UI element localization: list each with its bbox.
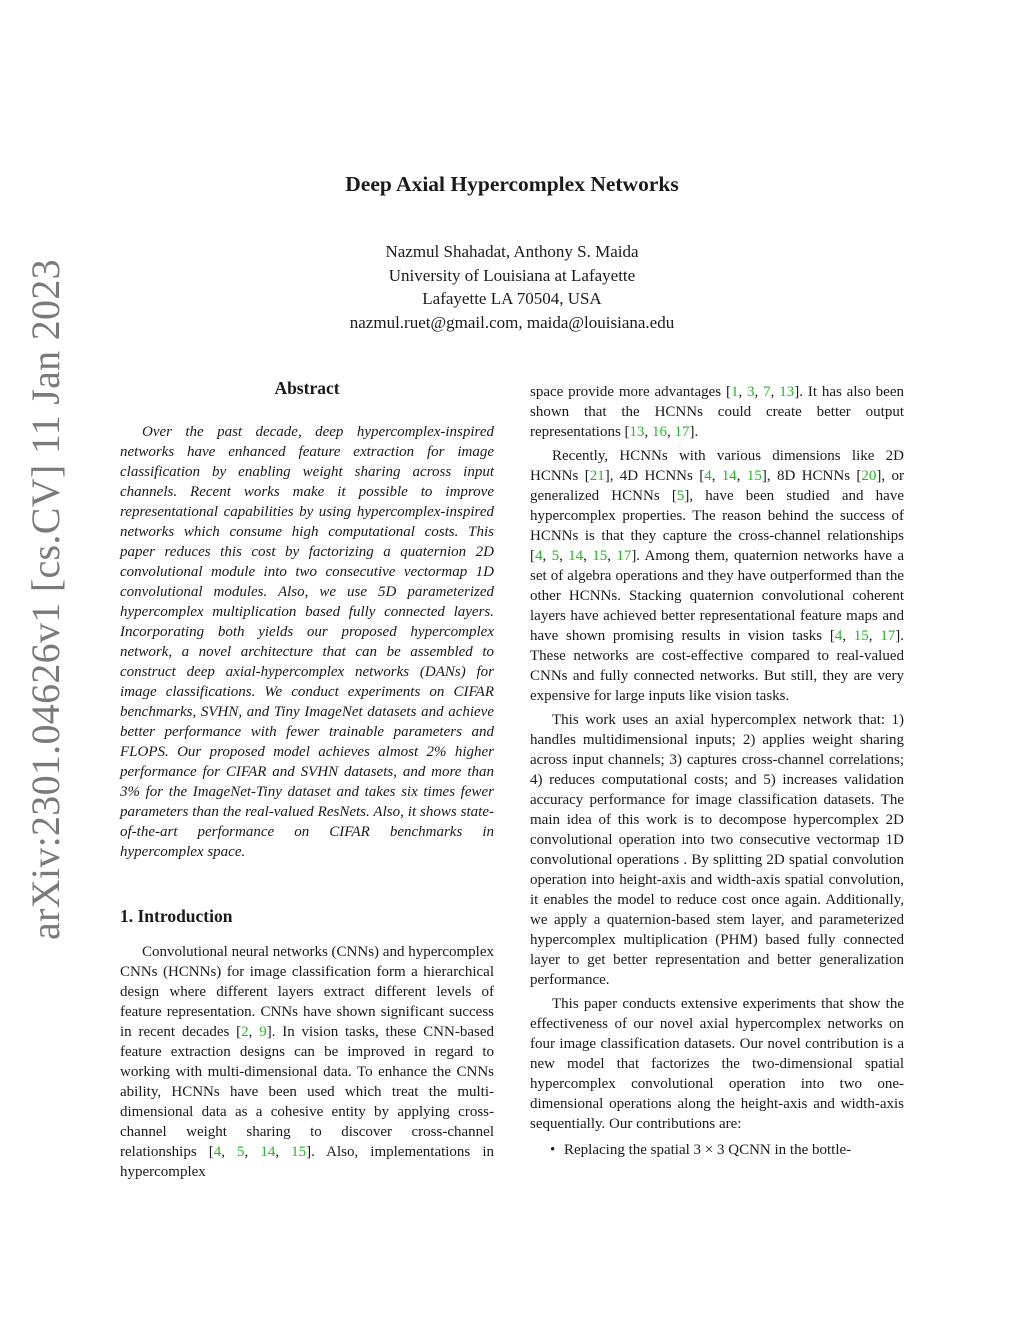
citation-link[interactable]: 5 xyxy=(237,1144,245,1160)
citation-link[interactable]: 15 xyxy=(746,468,762,484)
arxiv-identifier-stamp[interactable]: arXiv:2301.04626v1 [cs.CV] 11 Jan 2023 xyxy=(23,259,68,940)
intro-paragraph-1-continued: space provide more advantages [1, 3, 7, 13]. It has also been shown that the HCNNs could create better output representations [13, 16, 17]. xyxy=(530,384,904,440)
text-run: ]. In vision tasks, these CNN-based feature extraction designs can be improved in regard to working with multi-dimensional data. To enhance the CNNs ability, HCNNs have been used which treat the multi-dimensional data as a cohesive entity by applying cross-channel weight sharing to discover cross-channel relationships [ xyxy=(120,1024,494,1160)
citation-link[interactable]: 5 xyxy=(551,548,560,564)
citation-link[interactable]: 1 xyxy=(730,384,739,400)
text-run: Recently, HCNNs with various dimensions like 2D HCNNs [ xyxy=(530,448,904,484)
text-run: ]. It has also been shown that the HCNNs could create better output representations [ xyxy=(530,384,904,440)
section-heading-introduction: 1. Introduction xyxy=(120,906,233,926)
text-run: ], 8D HCNNs [ xyxy=(761,468,862,484)
citation-link[interactable]: 14 xyxy=(721,468,737,484)
citation-link[interactable]: 15 xyxy=(853,628,869,644)
abstract-text: Over the past decade, deep hypercomplex-inspired networks have enhanced feature extraction for image classification by enabling weight sharing across input channels. Recent works make it possible to improve representational capabilities by using hypercomplex-inspired networks which consume high computational costs. This paper reduces this cost by factorizing a quaternion 2D convolutional module into two consecutive vectormap 1D convolutional modules. Also, we use 5D parameterized hypercomplex multiplication based fully connected layers. Incorporating both yields our proposed hypercomplex network, a novel architecture that can be assembled to construct deep axial-hypercomplex networks (DANs) for image classifications. We conduct experiments on CIFAR benchmarks, SVHN, and Tiny ImageNet datasets and achieve better performance with fewer trainable parameters and FLOPS. Our proposed model achieves almost 2% higher performance for CIFAR and SVHN datasets, and more than 3% for the ImageNet-Tiny dataset and takes six times fewer parameters than the real-valued ResNets. Also, it shows state-of-the-art performance on CIFAR benchmarks in hypercomplex space. xyxy=(120,424,494,860)
intro-paragraph-4: This paper conducts extensive experiments that show the effectiveness of our novel axial hypercomplex networks on four image classification datasets. Our novel contribution is a new model that factorizes the two-dimensional spatial hypercomplex convolutional operation into two one-dimensional operations along the height-axis and width-axis sequentially. Our contributions are: xyxy=(530,996,904,1132)
citation-link[interactable]: 4 xyxy=(704,468,712,484)
citation-link[interactable]: 21 xyxy=(589,468,605,484)
citation-link[interactable]: 17 xyxy=(880,628,896,644)
intro-paragraph-2: Recently, HCNNs with various dimensions like 2D HCNNs [21], 4D HCNNs [4, 14, 15], 8D HCNNs [20], or generalized HCNNs [5], have been studied and have hypercomplex properties. The reason behind the success of HCNNs is that they capture the cross-channel relationships [4, 5, 14, 15, 17]. Among them, quaternion networks have a set of algebra operations and they have outperformed than the other HCNNs. Stacking quaternion convolutional coherent layers have achieved better representational feature maps and have shown promising results in vision tasks [4, 15, 17]. These networks are cost-effective compared to real-valued CNNs and fully connected networks. But still, they are very expensive for large inputs like vision tasks. xyxy=(530,448,905,704)
author-address: Lafayette LA 70504, USA xyxy=(422,289,602,308)
right-column xyxy=(530,382,904,1160)
contribution-item: • Replacing the spatial 3 × 3 QCNN in the bottle- xyxy=(550,1140,904,1160)
citation-link[interactable]: 2 xyxy=(241,1024,249,1040)
text-run: ], have been studied and have hypercomplex properties. The reason behind the success of HCNNs is that they capture the cross-channel relationships [ xyxy=(530,488,904,564)
citation-link[interactable]: 15 xyxy=(291,1144,307,1160)
citation-link[interactable]: 3 xyxy=(747,384,755,400)
citation-link[interactable]: 13 xyxy=(779,384,795,400)
citation-link[interactable]: 14 xyxy=(260,1144,276,1160)
text-run: ]. Also, implementations in hypercomplex xyxy=(120,1144,494,1180)
left-column xyxy=(120,378,494,1186)
text-run: space provide more advantages [ xyxy=(530,384,731,400)
abstract-heading: Abstract xyxy=(274,378,340,398)
text-run: ], 4D HCNNs [ xyxy=(604,468,705,484)
text-run: ]. xyxy=(689,424,699,440)
text-run: ]. These networks are cost-effective compared to real-valued CNNs and fully connected networks. But still, they are very expensive for large inputs like vision tasks. xyxy=(530,628,905,704)
citation-link[interactable]: 5 xyxy=(676,488,685,504)
citation-link[interactable]: 13 xyxy=(629,424,645,440)
citation-link[interactable]: 20 xyxy=(861,468,877,484)
author-affiliation: University of Louisiana at Lafayette xyxy=(388,265,636,285)
citation-link[interactable]: 4 xyxy=(834,628,843,644)
citation-link[interactable]: 7 xyxy=(763,384,771,400)
text-run: ], or generalized HCNNs [ xyxy=(530,468,904,504)
intro-paragraph-1: Convolutional neural networks (CNNs) and hypercomplex CNNs (HCNNs) for image classification form a hierarchical design where different layers extract different levels of feature representation. CNNs have shown significant success in recent decades [2, 9]. In vision tasks, these CNN-based feature extraction designs can be improved in regard to working with multi-dimensional data. To enhance the CNNs ability, HCNNs have been used which treat the multi-dimensional data as a cohesive entity by applying cross-channel weight sharing to discover cross-channel relationships [4, 5, 14, 15]. Also, implementations in hypercomplex xyxy=(120,944,495,1180)
citation-link[interactable]: 17 xyxy=(616,548,632,564)
intro-paragraph-3: This work uses an axial hypercomplex network that: 1) handles multidimensional inputs; 2) applies weight sharing across input channels; 3) captures cross-channel correlations; 4) reduces computational costs; and 5) increases validation accuracy performance for image classification datasets. The main idea of this work is to decompose hypercomplex 2D convolutional operation into two consecutive vectormap 1D convolutional operations . By splitting 2D spatial convolution operation into height-axis and width-axis spatial convolution, it enables the model to reduce cost once again. Additionally, we apply a quaternion-based stem layer, and parameterized hypercomplex multiplication (PHM) based fully connected layer to get better representation and better generalization performance. xyxy=(530,712,904,988)
paper-title: Deep Axial Hypercomplex Networks xyxy=(345,172,679,196)
author-emails[interactable]: nazmul.ruet@gmail.com, maida@louisiana.edu xyxy=(349,312,675,332)
citation-link[interactable]: 16 xyxy=(652,424,668,440)
citation-link[interactable]: 15 xyxy=(592,548,608,564)
text-run: Convolutional neural networks (CNNs) and hypercomplex CNNs (HCNNs) for image classification form a hierarchical design where different layers extract different levels of feature representation. CNNs have shown significant success in recent decades [ xyxy=(120,944,495,1040)
author-block xyxy=(0,240,1024,334)
citation-link[interactable]: 4 xyxy=(535,548,543,564)
citation-link[interactable]: 9 xyxy=(259,1024,267,1040)
text-run: ]. Among them, quaternion networks have a set of algebra operations and they have outperformed than the other HCNNs. Stacking quaternion convolutional coherent layers have achieved better representational feature maps and have shown promising results in vision tasks [ xyxy=(530,548,905,644)
citation-link[interactable]: 17 xyxy=(674,424,690,440)
contributions-list xyxy=(530,1140,904,1160)
citation-link[interactable]: 4 xyxy=(213,1144,222,1160)
citation-link[interactable]: 14 xyxy=(568,548,584,564)
author-names: Nazmul Shahadat, Anthony S. Maida xyxy=(385,242,639,261)
